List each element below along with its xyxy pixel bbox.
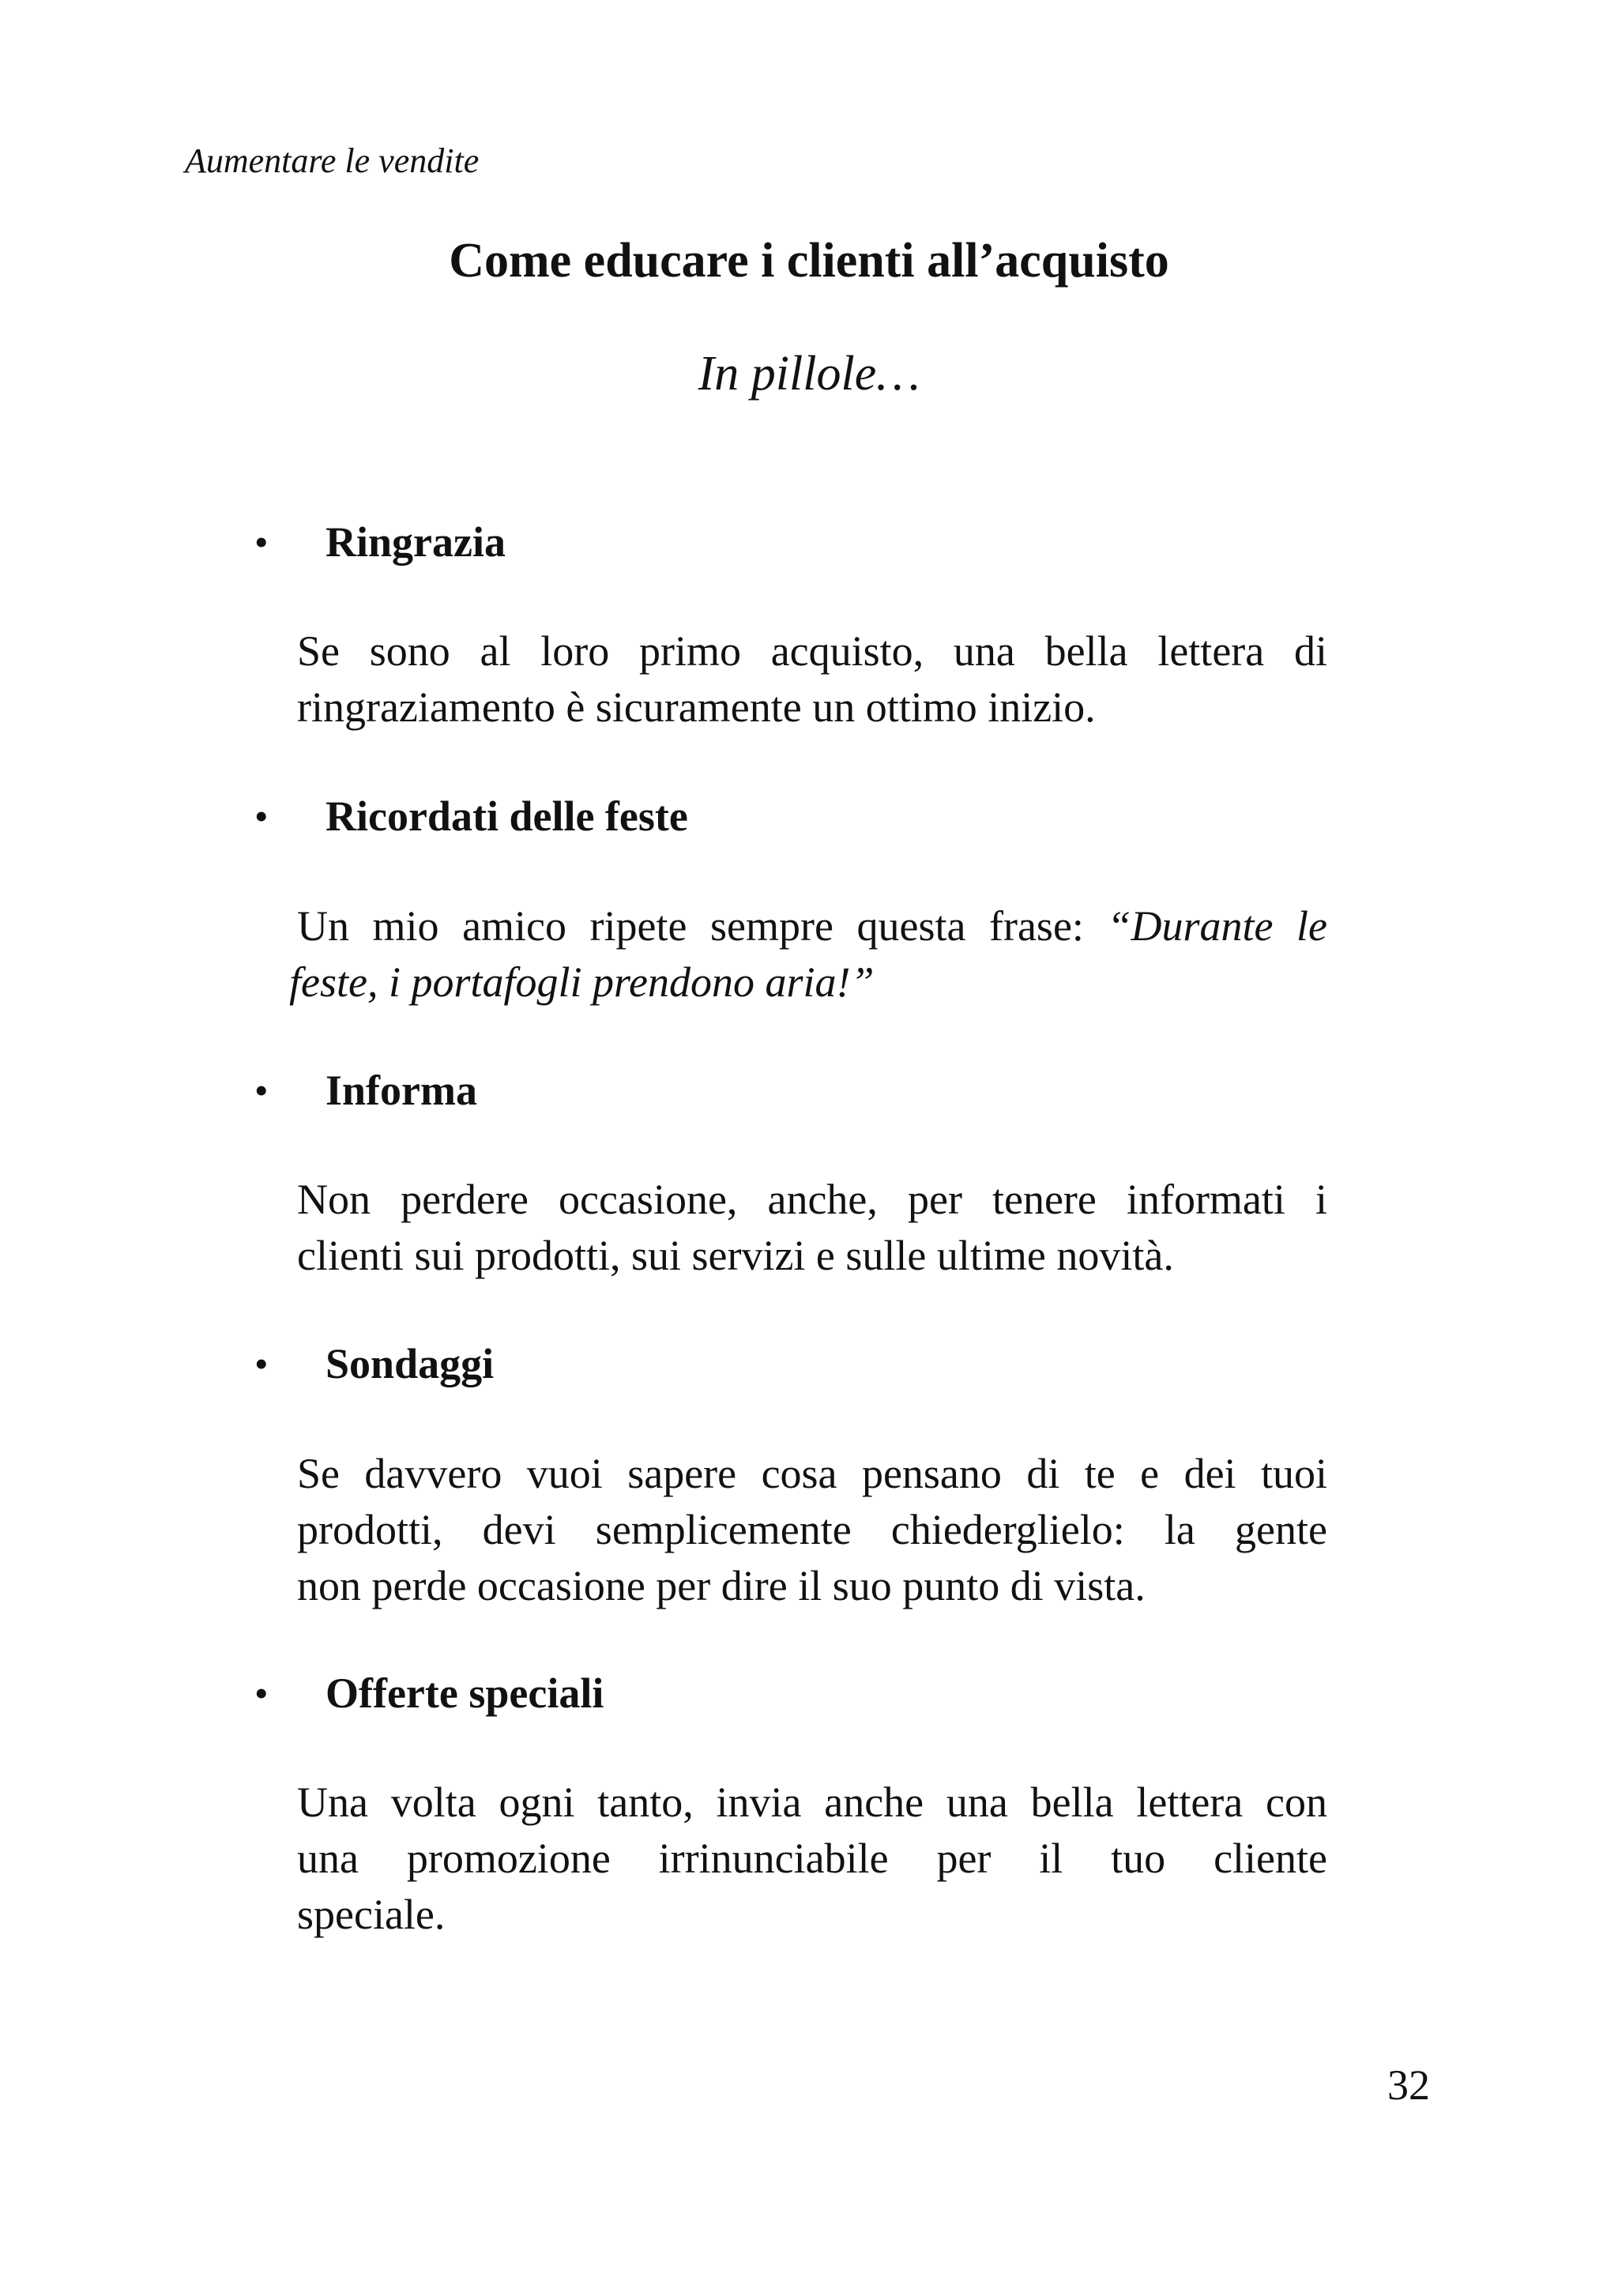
running-header: Aumentare le vendite (185, 141, 480, 180)
bullet-icon: • (254, 1342, 269, 1386)
section-heading-informa (254, 1063, 477, 1118)
section-heading-offerte-speciali (254, 1666, 604, 1721)
body-line: Se sono al loro primo acquisto, una bella lettera di (297, 627, 1327, 675)
body-line: Una volta ogni tanto, invia anche una bella lettera con (297, 1778, 1327, 1826)
section-body-sondaggi (297, 1446, 1327, 1614)
body-line: Se davvero vuoi sapere cosa pensano di te e dei tuoi (297, 1450, 1327, 1497)
section-heading-sondaggi (254, 1336, 494, 1391)
body-line: non perde occasione per dire il suo punto di vista. (297, 1562, 1146, 1609)
bullet-icon: • (254, 1068, 269, 1112)
section-heading-text: Ringrazia (325, 518, 506, 566)
body-line: ringraziamento è sicuramente un ottimo inizio. (297, 683, 1096, 731)
section-heading-text: Sondaggi (325, 1340, 495, 1387)
bullet-icon: • (254, 1671, 269, 1715)
section-heading-text: Ricordati delle feste (325, 792, 688, 840)
page-subtitle: In pillole… (698, 347, 920, 401)
page-number: 32 (1387, 2061, 1430, 2109)
body-line: Non perdere occasione, anche, per tenere informati i (297, 1176, 1327, 1223)
section-body-ringrazia (297, 623, 1327, 736)
bullet-icon: • (254, 520, 269, 564)
quote-text: “Durante le (1107, 902, 1327, 950)
section-heading-text: Offerte speciali (325, 1669, 604, 1717)
body-line: prodotti, devi semplicemente chiederglielo: la gente (297, 1506, 1327, 1553)
body-line: clienti sui prodotti, sui servizi e sulle ultime novità. (297, 1232, 1174, 1279)
body-line (297, 898, 1327, 954)
section-body-ricordati-delle-feste (289, 898, 1327, 1011)
body-text: Un mio amico ripete sempre questa frase: (297, 902, 1084, 950)
body-line: una promozione irrinunciabile per il tuo cliente (297, 1835, 1327, 1882)
section-heading-ringrazia (254, 514, 506, 570)
section-heading-text: Informa (325, 1067, 477, 1114)
section-body-offerte-speciali (297, 1775, 1327, 1943)
page-title: Come educare i clienti all’acquisto (449, 234, 1169, 288)
quote-text: feste, i portafogli prendono aria!” (289, 958, 875, 1006)
section-heading-ricordati-delle-feste (254, 789, 688, 844)
section-body-informa (297, 1172, 1327, 1284)
bullet-icon: • (254, 794, 269, 838)
body-line: speciale. (297, 1891, 446, 1938)
